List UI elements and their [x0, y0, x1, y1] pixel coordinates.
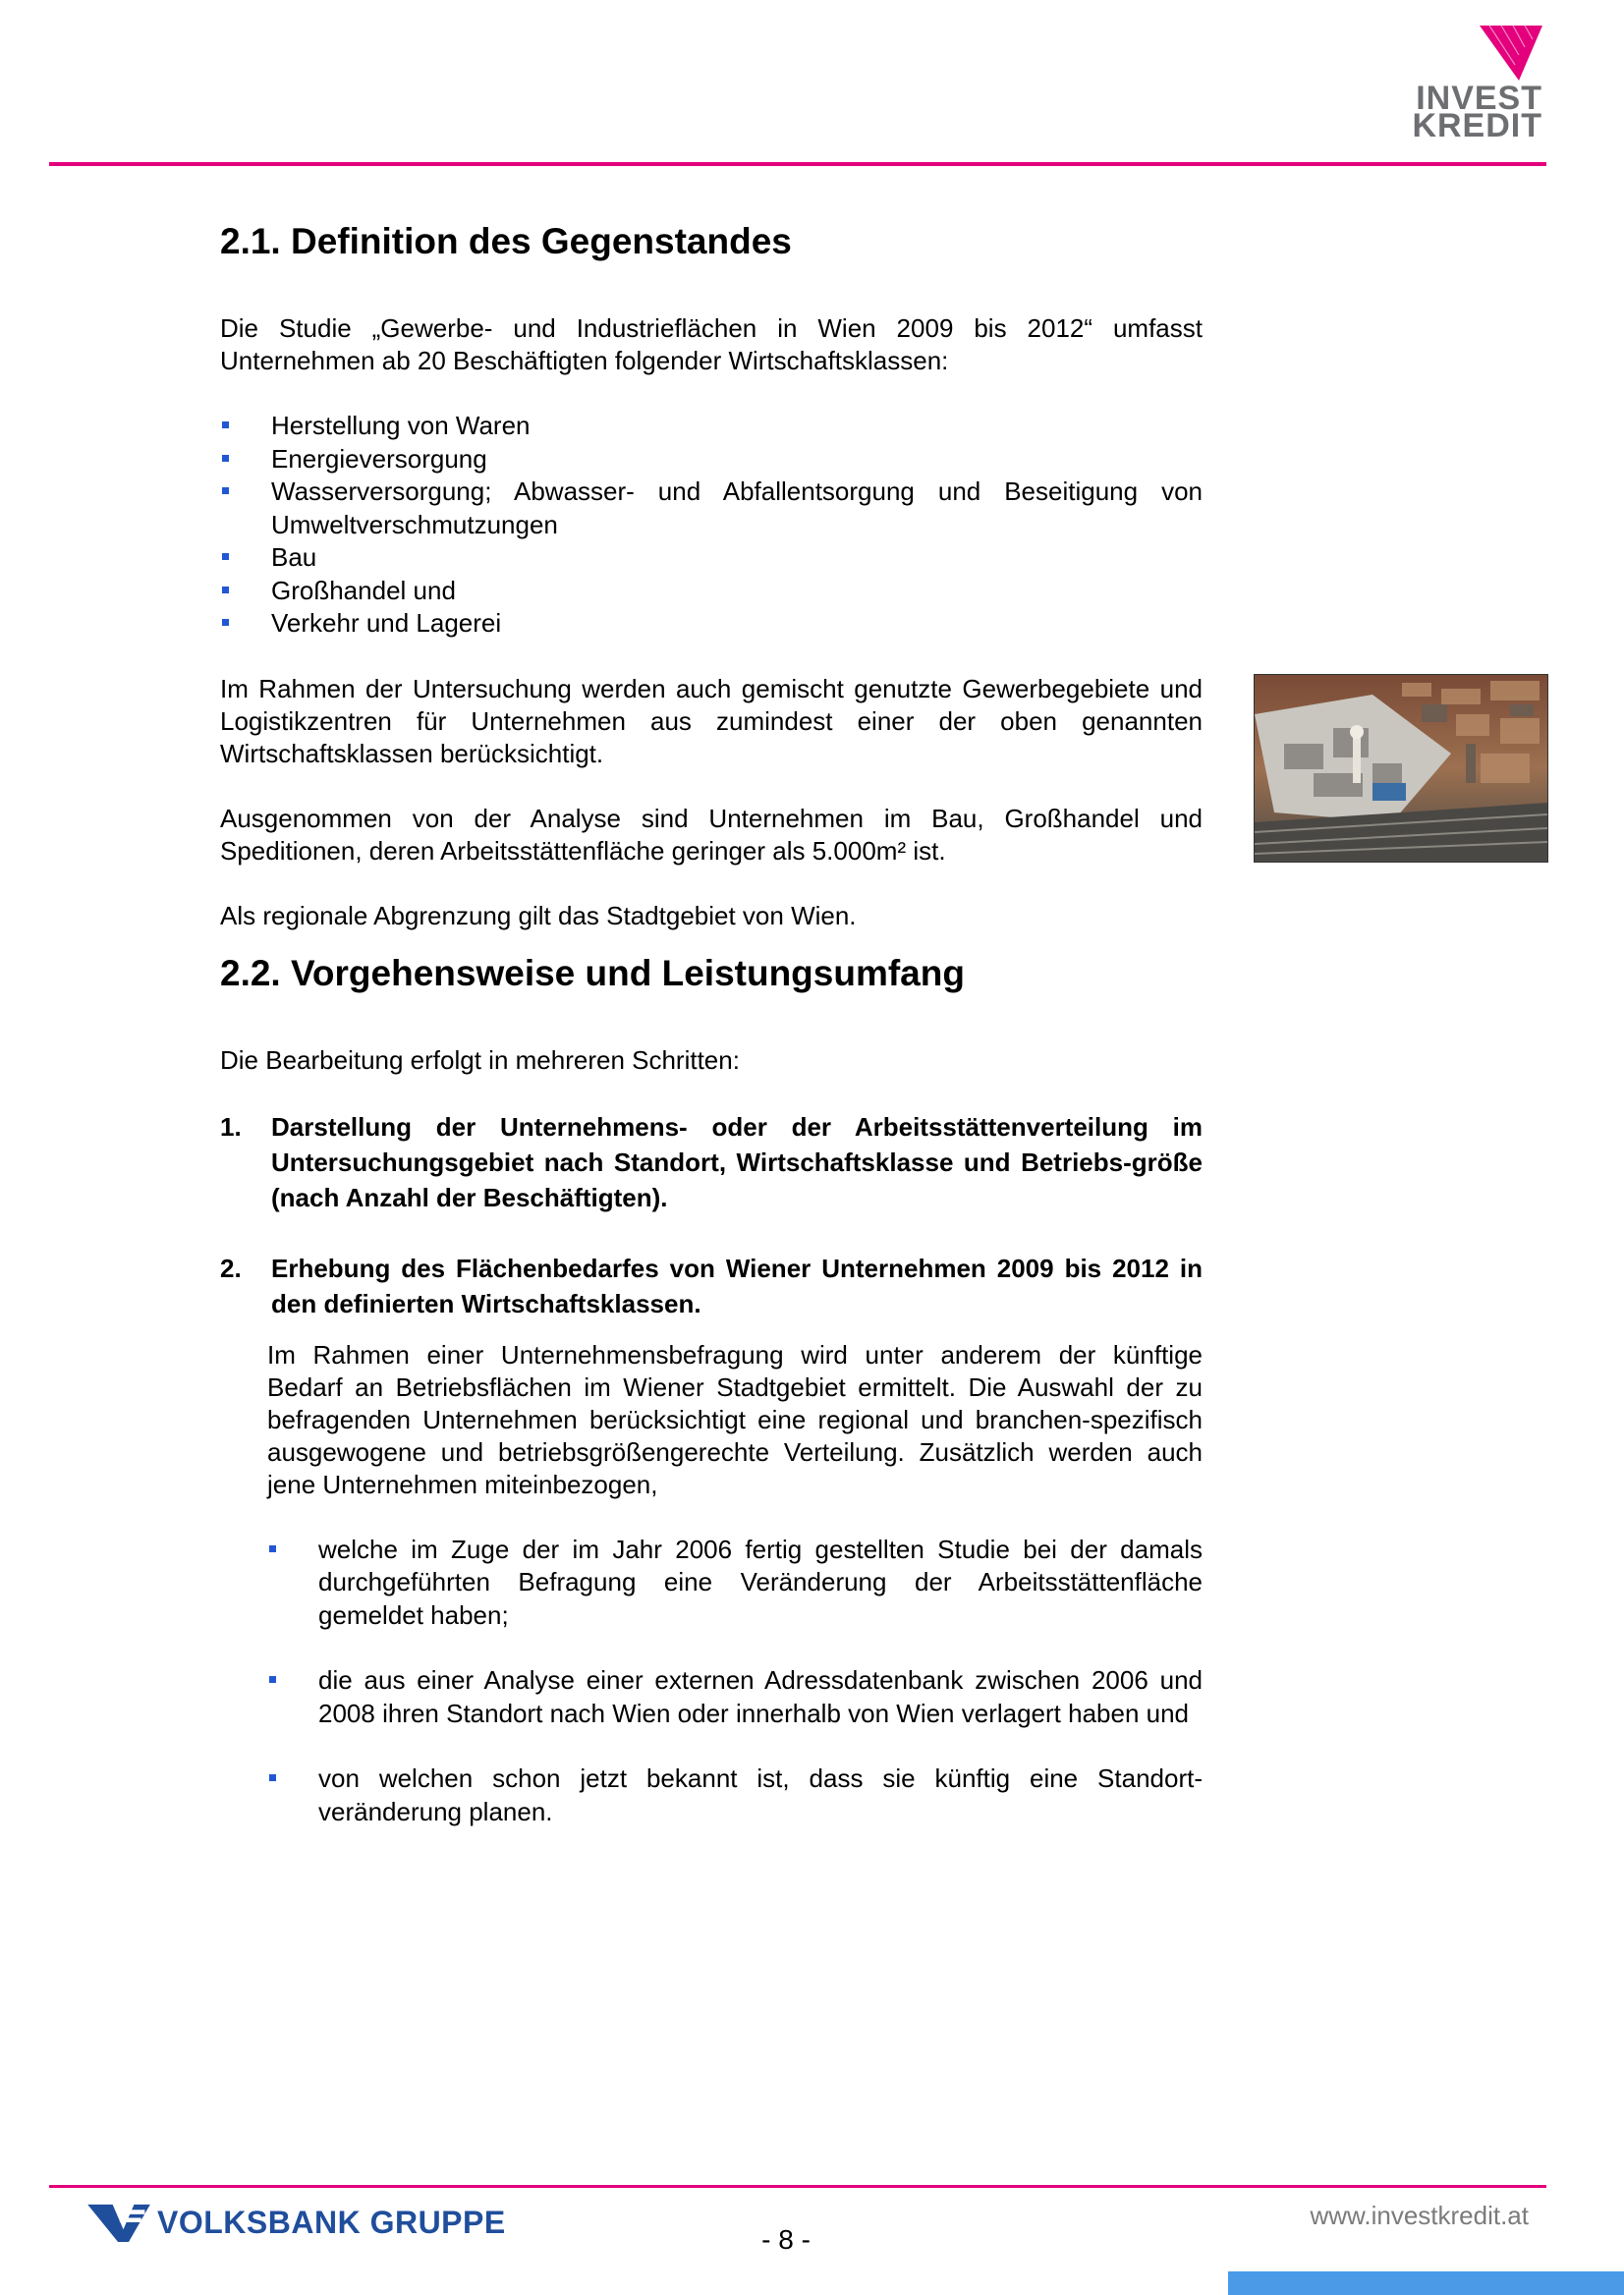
- bullet-square-icon: [222, 587, 229, 593]
- step-number: 1.: [220, 1111, 242, 1142]
- volksbank-logo-icon: [84, 2203, 153, 2242]
- step-number: 2.: [220, 1253, 242, 1283]
- investkredit-logo-mark-icon: [1480, 26, 1542, 81]
- bullet-square-icon: [222, 553, 229, 560]
- list-item: Bau: [220, 541, 1203, 575]
- section-2-2-intro: Die Bearbeitung erfolgt in mehreren Schritten:: [220, 1044, 740, 1075]
- footer-rule: [49, 2185, 1546, 2188]
- economic-classes-list: [220, 410, 1203, 641]
- aerial-city-photo: [1254, 674, 1548, 863]
- list-item: Großhandel und: [220, 575, 1203, 608]
- step-title: Darstellung der Unternehmens- oder der Arbeitsstättenverteilung im Untersuchungsgebiet nach Standort, Wirtschaftsklasse und Betriebs-größe (nach Anzahl der Beschäftigten).: [271, 1111, 1203, 1212]
- bullet-square-icon: [269, 1774, 276, 1781]
- list-item: von welchen schon jetzt bekannt ist, dass sie künftig eine Standort-veränderung planen.: [267, 1763, 1203, 1828]
- steps-list: [220, 1109, 1203, 1321]
- section-heading-2-1: 2.1. Definition des Gegenstandes: [220, 221, 792, 261]
- step-2-body: Im Rahmen einer Unternehmensbefragung wird unter anderem der künftige Bedarf an Betriebsflächen im Wiener Stadtgebiet ermittelt. Die Auswahl der zu befragenden Unternehmen berücksichtigt eine regional und branchen-spezifisch ausgewogene und betriebsgrößengerechte Verteilung. Zusätzlich werden auch jene Unternehmen miteinbezogen,: [267, 1339, 1203, 1499]
- list-item: Energieversorgung: [220, 443, 1203, 476]
- section-2-1-intro: Die Studie „Gewerbe- und Industrieflächen in Wien 2009 bis 2012“ umfasst Unternehmen ab 20 Beschäftigten folgender Wirtschaftsklassen:: [220, 313, 1203, 375]
- step-title: Erhebung des Flächenbedarfes von Wiener Unternehmen 2009 bis 2012 in den definierten Wirtschaftsklassen.: [271, 1253, 1203, 1318]
- step-item: [220, 1251, 1203, 1321]
- website-link[interactable]: www.investkredit.at: [1310, 2201, 1529, 2230]
- step-item: [220, 1109, 1203, 1215]
- investkredit-logo: [1405, 80, 1542, 144]
- logo-line-2: KREDIT: [1412, 107, 1542, 144]
- bullet-square-icon: [222, 421, 229, 428]
- logo-line-1: INVEST: [1416, 80, 1542, 117]
- volksbank-brand: VOLKSBANK GRUPPE: [157, 2205, 506, 2240]
- section-2-1-paragraph-1: Im Rahmen der Untersuchung werden auch gemischt genutzte Gewerbegebiete und Logistikzentren für Unternehmen aus zumindest einer der oben genannten Wirtschaftsklassen berücksichtigt.: [220, 673, 1203, 768]
- bullet-square-icon: [269, 1545, 276, 1552]
- section-2-1-paragraph-3: Als regionale Abgrenzung gilt das Stadtgebiet von Wien.: [220, 900, 857, 930]
- list-item: die aus einer Analyse einer externen Adressdatenbank zwischen 2006 und 2008 ihren Standort nach Wien oder innerhalb von Wien verlagert haben und: [267, 1664, 1203, 1730]
- page-content: [220, 214, 1203, 1828]
- bullet-square-icon: [269, 1676, 276, 1683]
- step-2-details: [267, 1339, 1203, 1829]
- list-item: Wasserversorgung; Abwasser- und Abfallentsorgung und Beseitigung von Umweltverschmutzungen: [220, 476, 1203, 541]
- list-item: Verkehr und Lagerei: [220, 607, 1203, 641]
- page-number: - 8 -: [761, 2224, 811, 2255]
- bullet-square-icon: [222, 455, 229, 462]
- list-item: Herstellung von Waren: [220, 410, 1203, 443]
- section-heading-2-2: 2.2. Vorgehensweise und Leistungsumfang: [220, 952, 965, 993]
- bullet-square-icon: [222, 487, 229, 494]
- list-item: welche im Zuge der im Jahr 2006 fertig gestellten Studie bei der damals durchgeführten Befragung eine Veränderung der Arbeitsstättenfläche gemeldet haben;: [267, 1534, 1203, 1633]
- step-2-criteria-list: [267, 1534, 1203, 1829]
- bullet-square-icon: [222, 619, 229, 626]
- bottom-accent-bar: [1228, 2271, 1624, 2295]
- header-rule: [49, 162, 1546, 166]
- section-2-1-paragraph-2: Ausgenommen von der Analyse sind Unternehmen im Bau, Großhandel und Speditionen, deren Arbeitsstättenfläche geringer als 5.000m² ist.: [220, 803, 1203, 866]
